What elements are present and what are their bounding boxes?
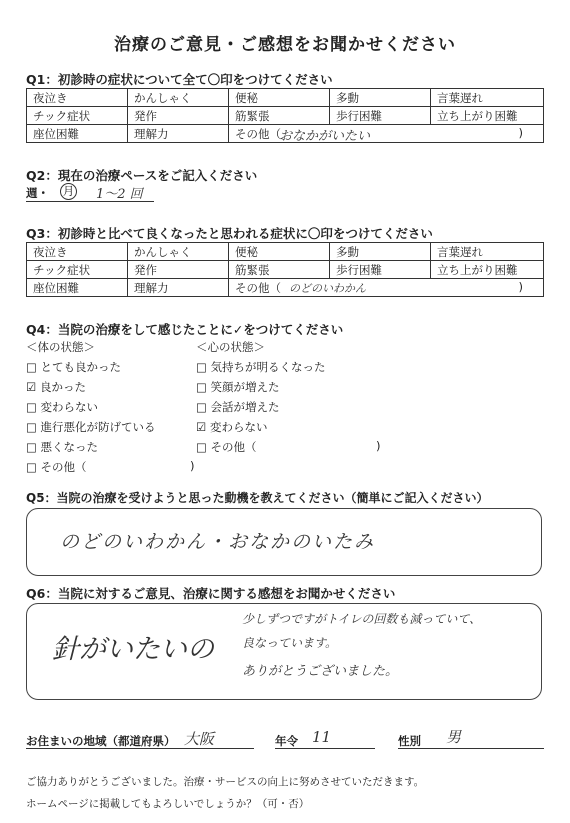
q1-cell[interactable]: 座位困難 bbox=[27, 125, 128, 143]
region-label: お住まいの地域（都道府県） bbox=[26, 734, 176, 748]
q4-mind-item-label: 変わらない bbox=[209, 420, 268, 434]
gender-handwriting: 男 bbox=[446, 728, 462, 746]
age-handwriting: 11 bbox=[312, 728, 332, 746]
q2-circled-month: 月 bbox=[60, 183, 77, 200]
q4-mind-item-label: 気持ちが明るくなった bbox=[210, 360, 326, 374]
checkbox-icon[interactable]: □ bbox=[26, 360, 37, 374]
q1-cell[interactable]: 夜泣き bbox=[27, 89, 128, 107]
q3-cell[interactable]: 便秘 bbox=[229, 243, 330, 261]
q6-handwriting-line: ありがとうございました。 bbox=[242, 664, 399, 679]
checkbox-icon[interactable]: □ bbox=[196, 440, 207, 454]
q3-cell[interactable]: 立ち上がり困難 bbox=[431, 261, 544, 279]
q4-body-item[interactable] bbox=[26, 399, 98, 415]
q4-body-item-label: 良かった bbox=[39, 380, 86, 394]
q1-cell[interactable]: 筋緊張 bbox=[229, 107, 330, 125]
q3-cell[interactable]: 発作 bbox=[128, 261, 229, 279]
q6-handwriting-line: 少しずつですがトイレの回数も減っていて、 bbox=[242, 612, 482, 626]
q4-mind-other-close: ) bbox=[376, 439, 381, 453]
q4-mind-item-label: 会話が増えた bbox=[210, 400, 280, 414]
q3-cell[interactable]: 理解力 bbox=[128, 279, 229, 297]
checkbox-icon[interactable]: □ bbox=[196, 400, 207, 414]
checkbox-icon[interactable]: □ bbox=[196, 380, 207, 394]
q4-body-item-label: とても良かった bbox=[40, 360, 122, 374]
q4-body-item-label: 進行悪化が防げている bbox=[40, 420, 156, 434]
checked-checkbox-icon[interactable]: ☑ bbox=[196, 420, 207, 434]
q4-body-item-label: 悪くなった bbox=[40, 440, 99, 454]
checkbox-icon[interactable]: □ bbox=[26, 460, 37, 474]
region-handwriting: 大阪 bbox=[184, 730, 215, 748]
q4-mind-item[interactable] bbox=[196, 399, 280, 415]
q3-other-label: その他（ bbox=[235, 280, 281, 295]
q3-cell[interactable]: 歩行困難 bbox=[330, 261, 431, 279]
region-underline bbox=[26, 748, 254, 749]
gender-underline bbox=[398, 748, 544, 749]
q1-other-label: その他（ bbox=[235, 126, 281, 141]
checked-checkbox-icon[interactable]: ☑ bbox=[26, 380, 37, 394]
age-label: 年令 bbox=[275, 734, 298, 748]
q4-body-label: ＜体の状態＞ bbox=[26, 340, 95, 354]
q3-cell[interactable]: 座位困難 bbox=[27, 279, 128, 297]
q4-mind-item[interactable] bbox=[196, 439, 257, 455]
q4-mind-item-label: 笑顔が増えた bbox=[210, 380, 280, 394]
q6-handwriting-big: 針がいたいの bbox=[52, 634, 214, 665]
q6-handwriting-line: 良なっています。 bbox=[242, 636, 338, 650]
q1-other-cell[interactable] bbox=[229, 125, 544, 143]
q3-other-close: ) bbox=[518, 280, 523, 294]
checkbox-icon[interactable]: □ bbox=[26, 400, 37, 414]
checkbox-icon[interactable]: □ bbox=[26, 440, 37, 454]
q4-mind-item[interactable] bbox=[196, 379, 280, 395]
q2-underline bbox=[26, 201, 154, 202]
publish-question: ホームページに掲載してもよろしいでしょうか？（可・否） bbox=[26, 798, 310, 810]
q1-cell[interactable]: チック症状 bbox=[27, 107, 128, 125]
q3-cell[interactable]: 夜泣き bbox=[27, 243, 128, 261]
q2-handwriting: 1～2 回 bbox=[96, 187, 143, 202]
q3-cell[interactable]: 言葉遅れ bbox=[431, 243, 544, 261]
q3-heading: Q3：初診時と比べて良くなったと思われる症状に〇印をつけてください bbox=[26, 226, 433, 241]
q5-handwriting: のどのいわかん・おなかのいたみ bbox=[60, 531, 376, 553]
q5-heading: Q5：当院の治療を受けようと思った動機を教えてください（簡単にご記入ください） bbox=[26, 491, 489, 505]
q1-cell[interactable]: 立ち上がり困難 bbox=[431, 107, 544, 125]
q1-cell[interactable]: かんしゃく bbox=[128, 89, 229, 107]
q4-body-item-label: その他（ bbox=[40, 460, 87, 474]
q3-cell[interactable]: チック症状 bbox=[27, 261, 128, 279]
q3-other-handwriting: のどのいわかん bbox=[289, 282, 366, 295]
q3-table bbox=[26, 242, 544, 297]
q4-body-other-close: ) bbox=[190, 459, 195, 473]
gender-label: 性別 bbox=[398, 734, 421, 748]
q6-heading: Q6：当院に対するご意見、治療に関する感想をお聞かせください bbox=[26, 586, 396, 601]
q1-cell[interactable]: 多動 bbox=[330, 89, 431, 107]
q1-table bbox=[26, 88, 544, 143]
q4-body-item[interactable] bbox=[26, 419, 156, 435]
q2-heading: Q2：現在の治療ペースをご記入ください bbox=[26, 168, 258, 183]
q4-mind-label: ＜心の状態＞ bbox=[196, 340, 265, 354]
q3-cell[interactable]: かんしゃく bbox=[128, 243, 229, 261]
q1-other-close: ) bbox=[518, 126, 523, 140]
q4-heading: Q4：当院の治療をして感じたことに✓をつけてください bbox=[26, 322, 344, 337]
q1-cell[interactable]: 理解力 bbox=[128, 125, 229, 143]
q1-cell[interactable]: 歩行困難 bbox=[330, 107, 431, 125]
q4-body-item[interactable] bbox=[26, 359, 121, 375]
checkbox-icon[interactable]: □ bbox=[26, 420, 37, 434]
q1-other-handwriting: おなかがいたい bbox=[279, 129, 371, 144]
q3-other-cell[interactable] bbox=[229, 279, 544, 297]
q4-mind-item[interactable] bbox=[196, 359, 326, 375]
thanks-text: ご協力ありがとうございました。治療・サービスの向上に努めさせていただきます。 bbox=[26, 776, 425, 788]
page-title: 治療のご意見・ご感想をお聞かせください bbox=[114, 35, 456, 55]
q4-mind-item-label: その他（ bbox=[210, 440, 257, 454]
checkbox-icon[interactable]: □ bbox=[196, 360, 207, 374]
q4-body-item[interactable] bbox=[26, 459, 87, 475]
q4-mind-item[interactable] bbox=[196, 419, 267, 435]
q3-cell[interactable]: 筋緊張 bbox=[229, 261, 330, 279]
q1-cell[interactable]: 言葉遅れ bbox=[431, 89, 544, 107]
q4-body-item[interactable] bbox=[26, 379, 86, 395]
q3-cell[interactable]: 多動 bbox=[330, 243, 431, 261]
q2-pace-prefix: 週・ bbox=[26, 186, 49, 200]
q1-cell[interactable]: 発作 bbox=[128, 107, 229, 125]
q4-body-item-label: 変わらない bbox=[40, 400, 99, 414]
q4-body-item[interactable] bbox=[26, 439, 98, 455]
q1-heading: Q1：初診時の症状について全て〇印をつけてください bbox=[26, 72, 333, 87]
age-underline bbox=[275, 748, 375, 749]
q1-cell[interactable]: 便秘 bbox=[229, 89, 330, 107]
